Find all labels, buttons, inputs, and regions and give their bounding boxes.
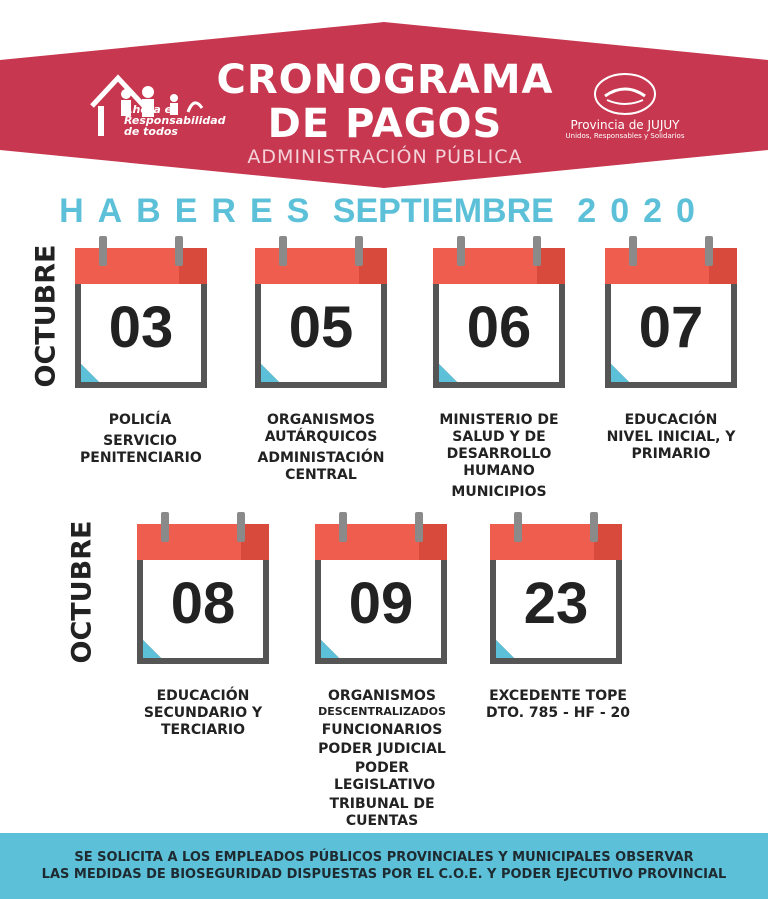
province-logo [565, 70, 685, 150]
schedule-label-03 [80, 412, 200, 471]
label-line: EDUCACIÓN SECUNDARIO Y TERCIARIO [143, 688, 263, 738]
label-line: SERVICIO PENITENCIARIO [80, 433, 202, 466]
calendar-day-number: 05 [288, 295, 354, 360]
footer-notice [0, 833, 768, 899]
campaign-text-1: Ahora es [124, 103, 179, 116]
schedule-label-05 [246, 412, 396, 488]
label-line: PODER JUDICIAL [318, 741, 446, 757]
headline [0, 192, 768, 231]
page-title-line2: DE PAGOS [267, 101, 503, 147]
calendar-day-08 [137, 512, 269, 670]
calendar-day-06 [433, 236, 565, 394]
calendar-day-03 [75, 236, 207, 394]
calendar-day-07 [605, 236, 737, 394]
footer-line1: SE SOLICITA A LOS EMPLEADOS PÚBLICOS PROVINCIALES Y MUNICIPALES OBSERVAR [74, 850, 694, 865]
calendar-header [75, 248, 207, 284]
schedule-label-09 [304, 688, 460, 834]
calendar-ring [175, 236, 183, 266]
headline-word-haberes: HABERES [59, 192, 324, 230]
calendar-ring [99, 236, 107, 266]
label-line: TRIBUNAL DE CUENTAS [329, 796, 435, 829]
calendar-day-number: 23 [523, 571, 589, 636]
page-title-line1: CRONOGRAMA [216, 57, 554, 103]
province-name: Provincia de JUJUY [570, 118, 680, 132]
label-line: EDUCACIÓN NIVEL INICIAL, Y PRIMARIO [606, 412, 736, 462]
calendar-day-number: 09 [348, 571, 414, 636]
handshake-icon [565, 70, 685, 118]
label-line: PODER LEGISLATIVO [334, 760, 436, 793]
campaign-logo [88, 72, 226, 142]
schedule-label-08 [130, 688, 276, 743]
page-subtitle: ADMINISTRACIÓN PÚBLICA [247, 146, 523, 168]
calendar-day-number: 03 [108, 295, 174, 360]
calendar-day-09 [315, 512, 447, 670]
month-label-row2: OCTUBRE [66, 520, 98, 664]
label-line: FUNCIONARIOS [321, 722, 443, 738]
calendar-day-number: 06 [466, 295, 532, 360]
calendar-day-number: 07 [638, 295, 704, 360]
footer-line2: LAS MEDIDAS DE BIOSEGURIDAD DISPUESTAS POR EL C.O.E. Y PODER EJECUTIVO PROVINCIAL [41, 867, 727, 882]
label-line: MUNICIPIOS [451, 484, 547, 500]
campaign-text-3: de todos [124, 125, 178, 138]
schedule-label-07 [600, 412, 742, 467]
label-line: POLICÍA [108, 412, 172, 428]
province-tagline: Unidos, Responsables y Solidarios [565, 132, 685, 140]
header-banner [0, 0, 768, 190]
headline-word-month: SEPTIEMBRE [332, 192, 554, 230]
headline-word-year: 2020 [577, 192, 709, 230]
month-label-row1: OCTUBRE [30, 244, 62, 388]
label-line: MINISTERIO DE SALUD Y DE DESARROLLO HUMANO [439, 412, 559, 479]
schedule-label-23 [478, 688, 638, 726]
calendar-day-23 [490, 512, 622, 670]
calendar-day-number: 08 [170, 571, 236, 636]
label-line: EXCEDENTE TOPE DTO. 785 - HF - 20 [485, 688, 631, 721]
calendar-day-05 [255, 236, 387, 394]
label-line: DESCENTRALIZADOS [318, 705, 446, 718]
schedule-label-06 [424, 412, 574, 505]
label-line: ADMINISTACIÓN CENTRAL [257, 450, 385, 483]
label-line: ORGANISMOS AUTÁRQUICOS [264, 412, 378, 445]
label-line: ORGANISMOS [328, 688, 436, 704]
campaign-text-2: Responsabilidad [124, 114, 226, 127]
